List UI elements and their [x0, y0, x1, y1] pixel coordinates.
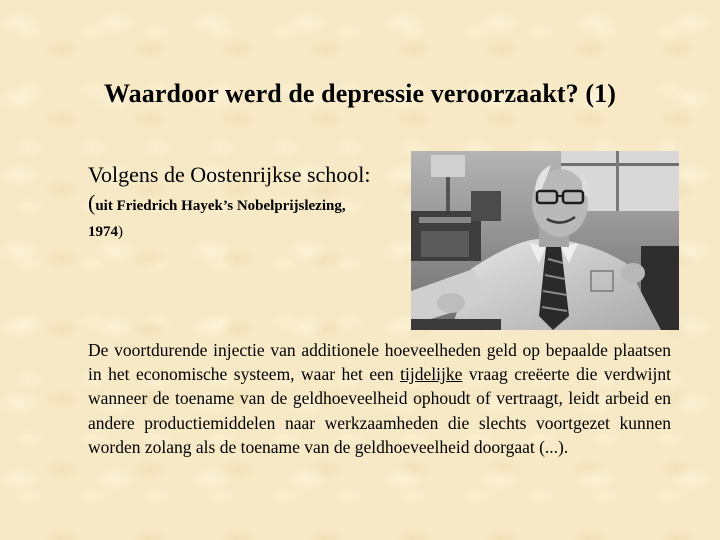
citation-year-line [88, 221, 408, 243]
quote-underlined-word: tijdelijke [400, 364, 463, 385]
portrait-photo [411, 151, 679, 330]
citation-text: uit Friedrich Hayek’s Nobelprijslezing, [95, 198, 346, 214]
citation [88, 190, 408, 243]
hayek-quote [88, 338, 671, 459]
citation-close-paren: ) [118, 224, 123, 240]
quote-part-1: De voortdurende injectie van additionele hoeveelheden geld op bepaalde plaatsen in het economische systeem, waar het een [88, 340, 671, 385]
citation-open-paren: ( [88, 190, 96, 215]
intro-text: Volgens de Oostenrijkse school: [88, 162, 371, 187]
intro-block [88, 160, 408, 243]
portrait-photo-illustration [411, 151, 679, 330]
quote-part-2: vraag creëerte die verdwijnt wanneer de toename van de geldhoeveelheid ophoudt of vertraagt, leidt arbeid en andere productiemiddelen naar werkzaamheden die slechts voortgezet kunnen worden zolang als de toename van de geldhoeveelheid doorgaat (...). [88, 364, 671, 457]
slide-title: Waardoor werd de depressie veroorzaakt? (1) [104, 79, 616, 108]
citation-year: 1974 [88, 224, 118, 240]
